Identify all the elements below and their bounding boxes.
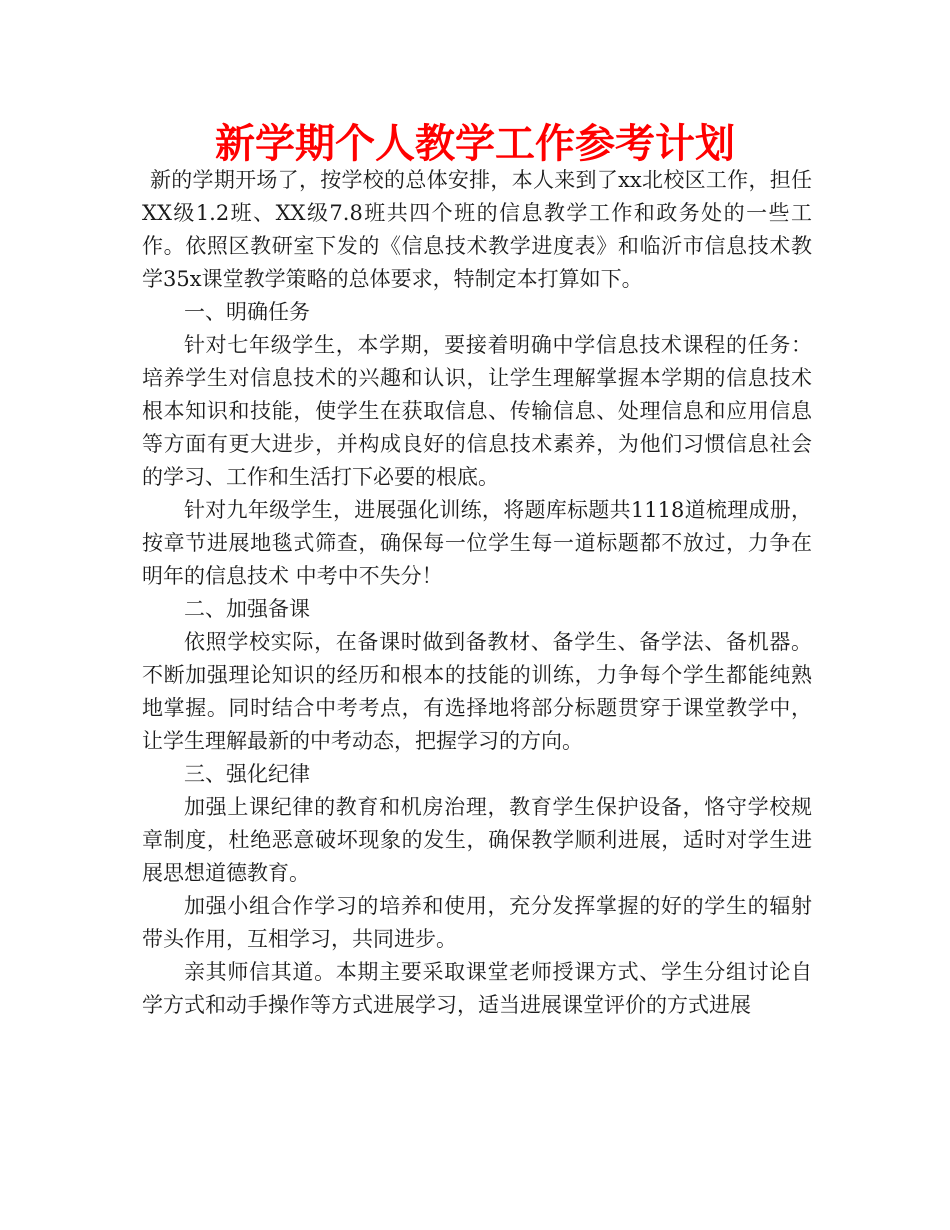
- section-preparation-paragraph-1: 依照学校实际，在备课时做到备教材、备学生、备学法、备机器。不断加强理论知识的经历和根本的技能的训练，力争每个学生都能纯熟地掌握。同时结合中考考点，有选择地将部分标题贯穿于课堂教学中，让学生理解最新的中考动态，把握学习的方向。: [142, 630, 812, 753]
- intro-paragraph: 新的学期开场了，按学校的总体安排，本人来到了xx北校区工作，担任XX级1.2班、XX级7.8班共四个班的信息教学工作和政务处的一些工作。依照区教研室下发的《信息技术教学进度表》和临沂市信息技术教学35x课堂教学策略的总体要求，特制定本打算如下。: [142, 168, 812, 291]
- section-heading-discipline: 三、强化纪律: [184, 762, 310, 786]
- section-tasks-paragraph-1: 针对七年级学生，本学期，要接着明确中学信息技术课程的任务：培养学生对信息技术的兴趣和认识，让学生理解掌握本学期的信息技术根本知识和技能，使学生在获取信息、传输信息、处理信息和应用信息等方面有更大进步，并构成良好的信息技术素养，为他们习惯信息社会的学习、工作和生活打下必要的根底。: [142, 333, 812, 489]
- section-discipline-paragraph-3: 亲其师信其道。本期主要采取课堂老师授课方式、学生分组讨论自学方式和动手操作等方式进展学习，适当进展课堂评价的方式进展: [142, 960, 812, 1017]
- document-body: [142, 164, 812, 1022]
- section-discipline-paragraph-2: 加强小组合作学习的培养和使用，充分发挥掌握的好的学生的辐射带头作用，互相学习，共同进步。: [142, 894, 812, 951]
- section-heading-tasks: 一、明确任务: [184, 300, 310, 324]
- section-discipline-paragraph-1: 加强上课纪律的教育和机房治理，教育学生保护设备，恪守学校规章制度，杜绝恶意破坏现象的发生，确保教学顺利进展，适时对学生进展思想道德教育。: [142, 795, 812, 885]
- document-title: 新学期个人教学工作参考计划: [215, 121, 735, 167]
- section-heading-preparation: 二、加强备课: [184, 597, 310, 621]
- section-tasks-paragraph-2: 针对九年级学生，进展强化训练，将题库标题共1118道梳理成册，按章节进展地毯式筛查，确保每一位学生每一道标题都不放过，力争在明年的信息技术 中考中不失分！: [142, 498, 812, 588]
